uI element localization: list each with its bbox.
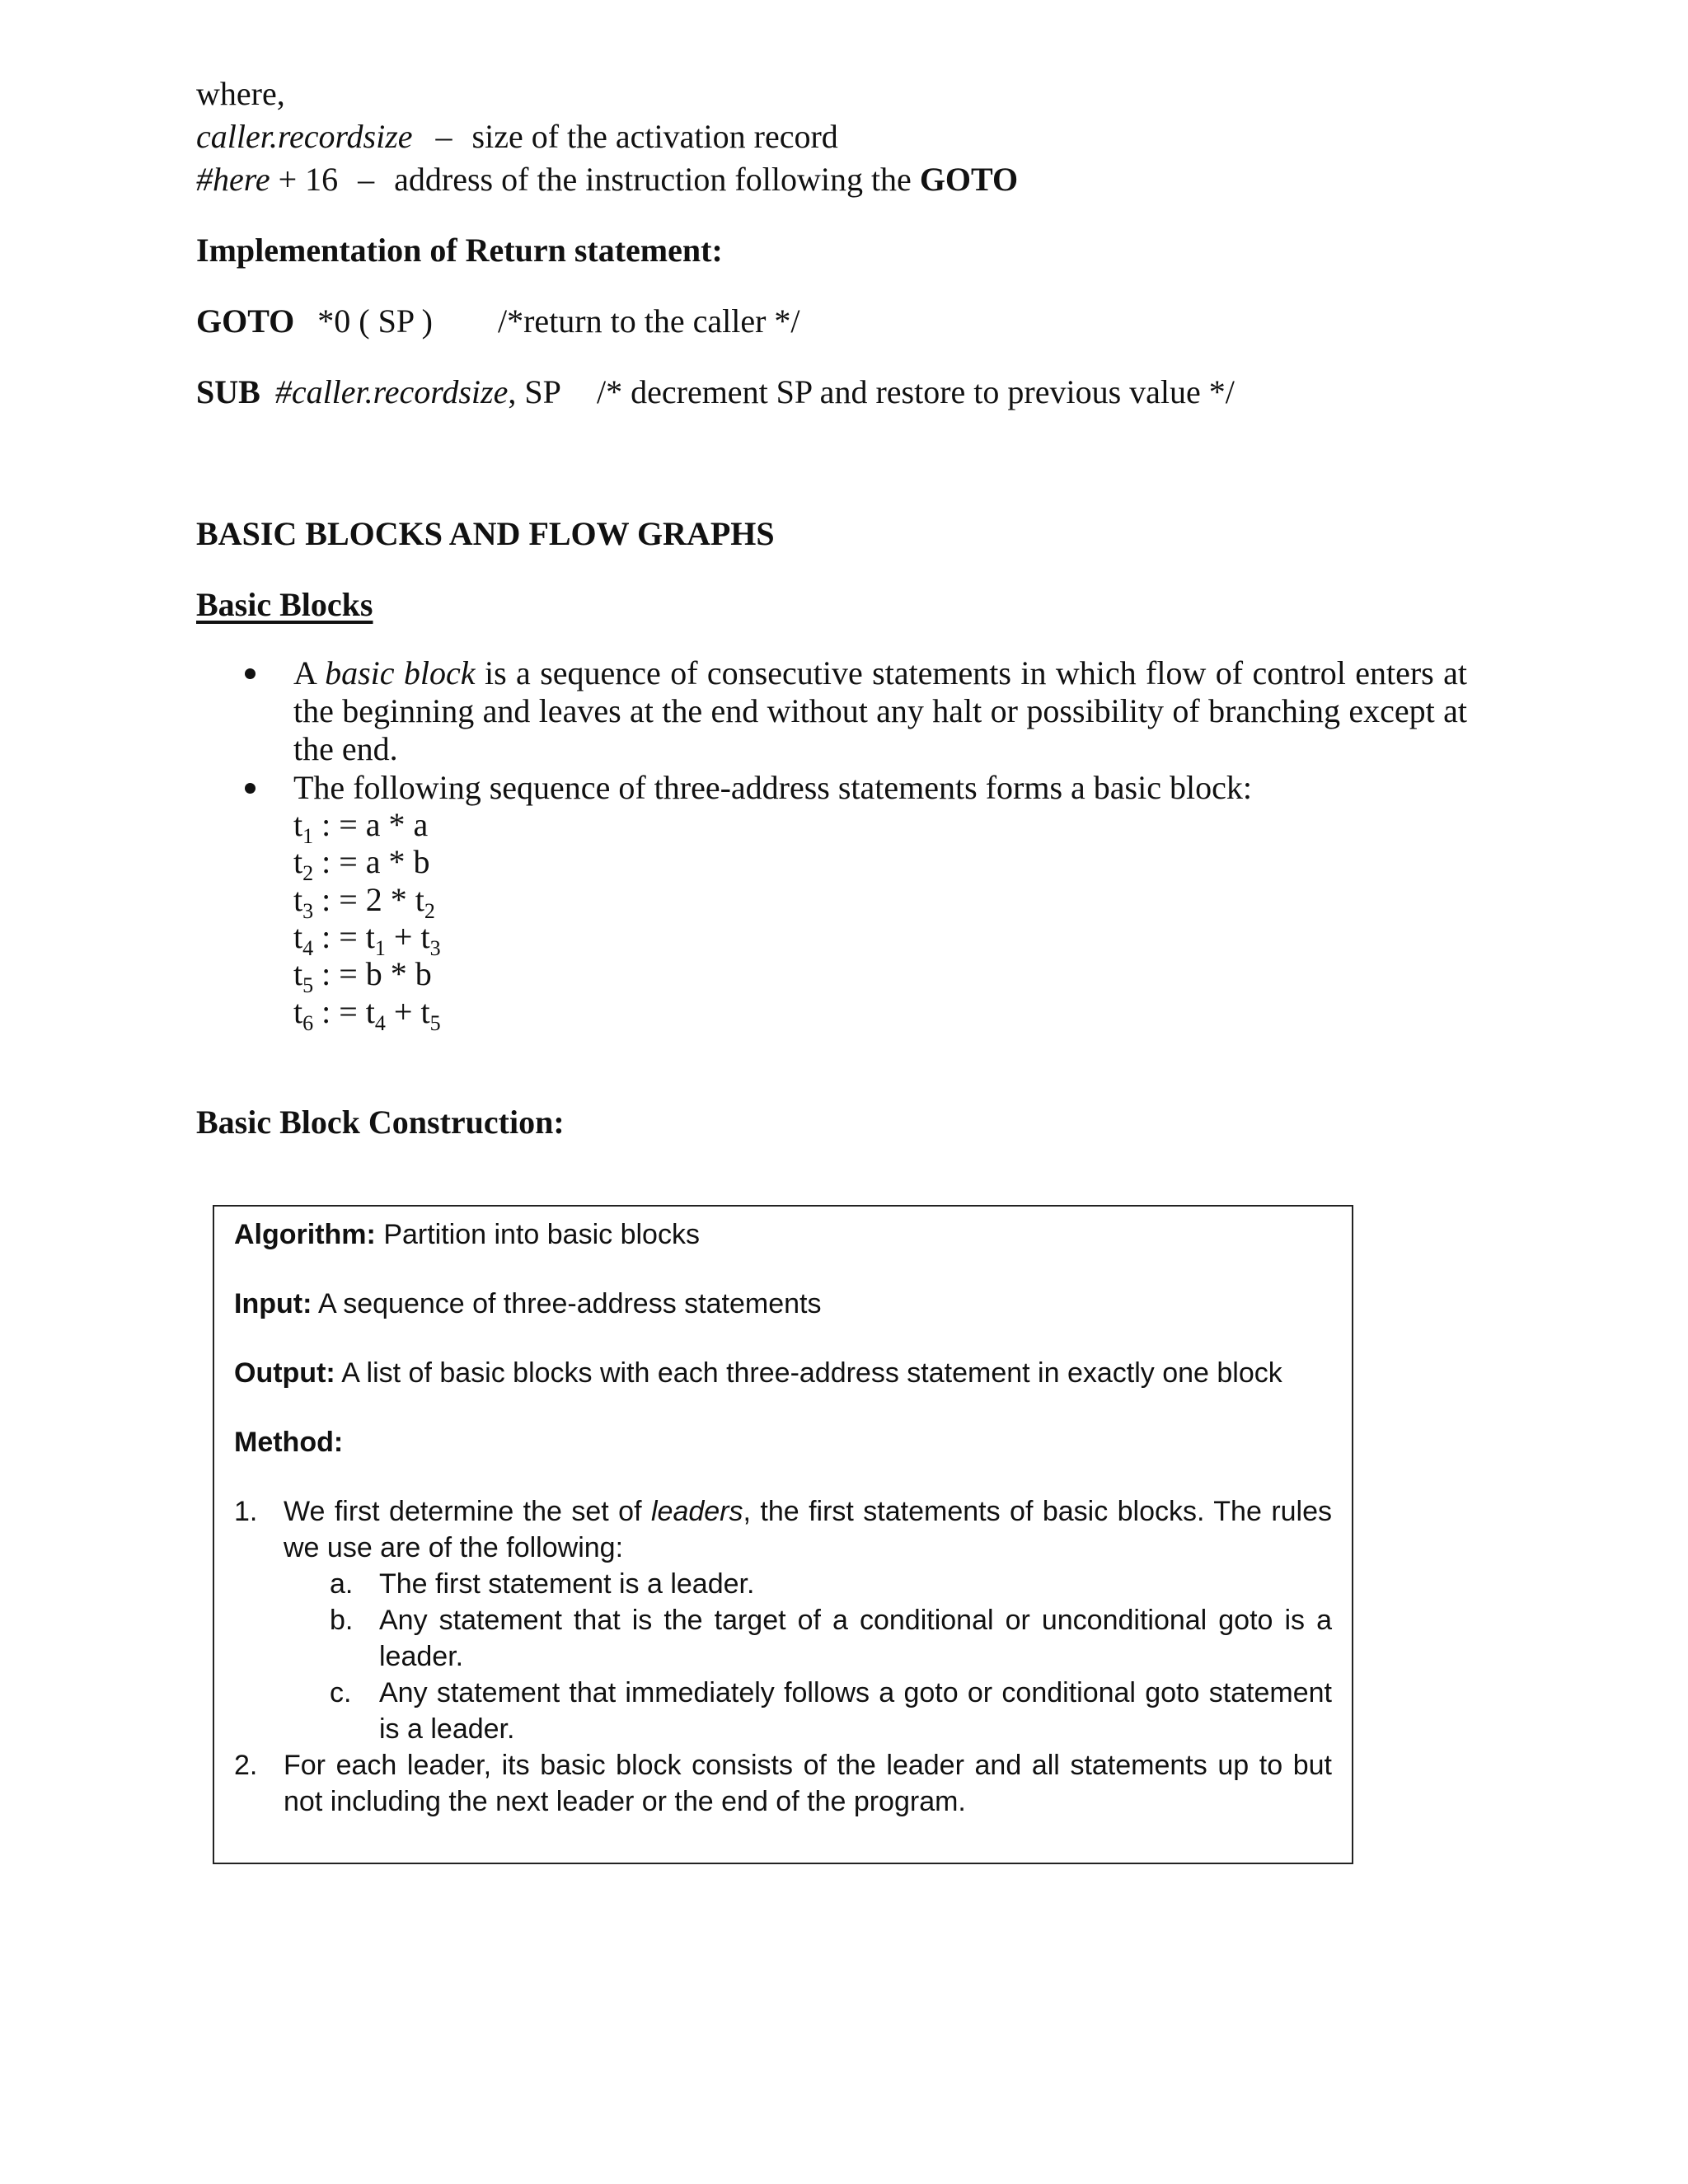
rule-marker: c. xyxy=(330,1677,352,1708)
step-number: 2. xyxy=(234,1750,258,1781)
statement-line: $t_2$ : = a * b xyxy=(293,843,430,885)
bullet-definition xyxy=(293,654,1467,768)
goto-opcode: GOTO xyxy=(196,302,295,340)
term-here: #here xyxy=(196,161,270,198)
bullet-dot xyxy=(245,783,256,794)
basic-blocks-subheading: Basic Blocks xyxy=(196,586,373,623)
bullet-text: is a sequence of consecutive statements in which flow of control enters at the beginning and leaves at the end without any halt or possibility of branching except at the end. xyxy=(293,654,1467,767)
method-label: Method: xyxy=(234,1427,344,1458)
return-heading: Implementation of Return statement: xyxy=(196,232,723,269)
rule-marker: a. xyxy=(330,1568,354,1600)
term-caller-recordsize: caller.recordsize xyxy=(196,118,413,155)
bullet-dot xyxy=(245,668,256,679)
rule-a-text: The first statement is a leader. xyxy=(379,1568,755,1600)
construction-heading: Basic Block Construction: xyxy=(196,1104,565,1141)
dash: – xyxy=(435,118,452,155)
algorithm-line xyxy=(234,1216,700,1253)
goto-keyword: GOTO xyxy=(919,161,1019,198)
algorithm-text: Partition into basic blocks xyxy=(383,1219,700,1250)
step-2-text: For each leader, its basic block consists of the leader and all statements up to but not including the next leader or the end of the program. xyxy=(284,1750,1332,1817)
input-text: A sequence of three-address statements xyxy=(317,1288,822,1319)
goto-operand: *0 ( SP ) xyxy=(317,302,433,340)
sub-instruction xyxy=(196,371,561,414)
definition-text: address of the instruction following the xyxy=(394,161,912,198)
sub-opcode: SUB xyxy=(196,373,260,410)
bullet-example: The following sequence of three-address statements forms a basic block: xyxy=(293,769,1252,806)
sub-operand: #caller.recordsize xyxy=(274,373,509,410)
definition-recordsize xyxy=(196,115,838,158)
statement-line: $t_6$ : = $t_4 + t_5$ xyxy=(293,993,441,1035)
statement-line: $t_1$ : = a * a xyxy=(293,806,429,848)
step-1-text: We first determine the set of leaders, the first statements of basic blocks. The rules we use are of the following: xyxy=(284,1496,1333,1563)
sub-operand-register: , SP xyxy=(508,373,561,410)
algorithm-label: Algorithm: xyxy=(234,1219,376,1250)
term-leaders: leaders xyxy=(650,1496,743,1527)
definition-text: size of the activation record xyxy=(471,118,838,155)
goto-comment: /*return to the caller */ xyxy=(498,302,800,340)
rule-marker: b. xyxy=(330,1605,354,1636)
where-label: where, xyxy=(196,75,285,112)
statement-line: $t_4$ : = $t_1 + t_3$ xyxy=(293,918,441,960)
output-label: Output: xyxy=(234,1357,335,1389)
bullet-text: A xyxy=(293,654,316,691)
output-text: A list of basic blocks with each three-address statement in exactly one block xyxy=(341,1357,1282,1389)
term-basic-block: basic block xyxy=(325,654,476,691)
term-offset: + 16 xyxy=(278,161,339,198)
step-number: 1. xyxy=(234,1496,258,1527)
algorithm-box xyxy=(213,1205,1353,1864)
sub-comment: /* decrement SP and restore to previous value */ xyxy=(597,373,1235,410)
output-line xyxy=(234,1355,1282,1391)
section-heading: BASIC BLOCKS AND FLOW GRAPHS xyxy=(196,515,775,552)
input-label: Input: xyxy=(234,1288,312,1319)
dash: – xyxy=(358,161,375,198)
statement-line: $t_3$ : = $2 * t_2$ xyxy=(293,881,435,923)
rule-b-text: Any statement that is the target of a conditional or unconditional goto is a leader. xyxy=(379,1605,1332,1672)
input-line xyxy=(234,1286,821,1322)
goto-instruction xyxy=(196,300,433,343)
definition-here xyxy=(196,158,1018,201)
statement-line: $t_5$ : = b * b xyxy=(293,955,432,997)
rule-c-text: Any statement that immediately follows a goto or conditional goto statement is a leader. xyxy=(379,1677,1332,1745)
